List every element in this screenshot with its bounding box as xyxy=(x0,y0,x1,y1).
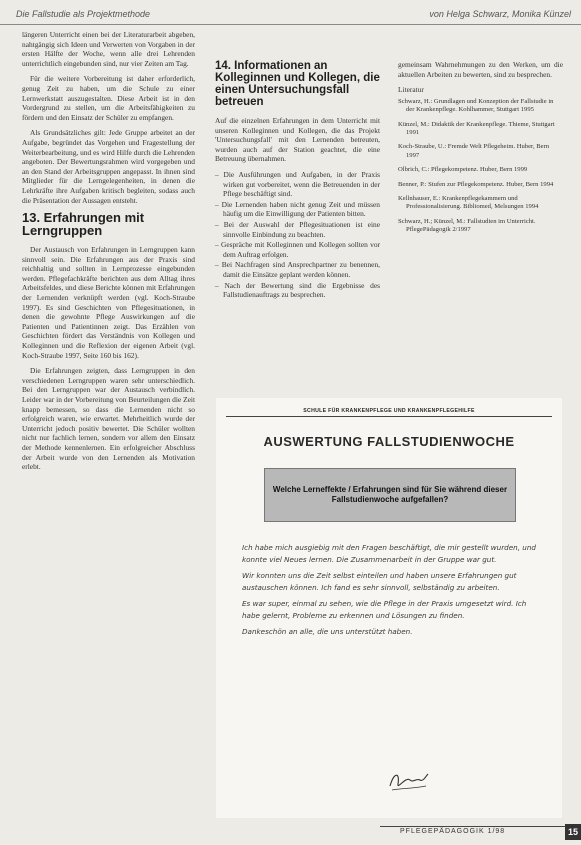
paragraph: Für die weitere Vorbereitung ist daher erforderlich, genug Zeit zu haben, um die Schule zu einer Lernwerkstatt auszugestalten. Diese Arbeit ist in den Vordergrund zu stellen, um die Arbeitsfähigkeiten zu fördern und den Einsatz der Schüler zu empfangen. xyxy=(22,74,195,122)
handwriting-line: Wir konnten uns die Zeit selbst einteilen und haben unsere Erfahrungen gut austauschen können. Ich fand es sehr sinnvoll, selbständig zu arbeiten. xyxy=(242,571,517,592)
running-title: Die Fallstudie als Projektmethode xyxy=(16,9,151,19)
list-item: – Die Lernenden haben nicht genug Zeit und müssen häufig um die Einwilligung der Patienten bitten. xyxy=(215,199,380,219)
list-item: – Bei der Auswahl der Pflegesituationen ist eine sinnvolle Einbindung zu beachten. xyxy=(215,219,380,239)
evaluation-form-scan xyxy=(216,398,562,818)
form-question-box xyxy=(264,468,516,522)
paragraph: Als Grundsätzliches gilt: Jede Gruppe arbeitet an der Aufgabe, begründet das Vorgehen und Fragestellung der Weiterbearbeitung, und es wird Hilfe durch die Lehrenden angeboten. Der Bewertungsrahmen wird vorgegeben und an den Stand der Arbeitsgruppen angepasst. In ihnen sind Mitglieder für die Lerngelegenheiten, in denen die Lehrkräfte ihre Aufgaben kritisch begleiten, sodass auch die Präsentation der Aussagen entsteht. xyxy=(22,128,195,205)
handwriting-line: Es war super, einmal zu sehen, wie die Pflege in der Praxis umgesetzt wird. Ich habe gelernt, Probleme zu erkennen und Lösungen zu finden. xyxy=(242,599,527,620)
reference-item: Schwarz, H.: Grundlagen und Konzeption der Fallstudie in der Krankenpflege. Kohlhammer, Stuttgart 1995 xyxy=(398,97,554,114)
text-column-2 xyxy=(215,60,380,306)
list-item: – Gespräche mit Kolleginnen und Kollegen sollten vor dem Auftrag erfolgen. xyxy=(215,240,380,259)
page-header xyxy=(0,6,581,25)
form-school-header: SCHULE FÜR KRANKENPFLEGE UND KRANKENPFLEGEHILFE xyxy=(226,408,552,417)
paragraph: gemeinsam Wahrnehmungen zu den Werken, um die aktuellen Arbeiten zu bewerten, sind zu besprechen. xyxy=(398,60,563,79)
section-heading-14: 14. Informationen an Kolleginnen und Kollegen, die einen Untersuchungsfall betreuen xyxy=(215,60,380,108)
handwriting-line: Dankeschön an alle, die uns unterstützt haben. xyxy=(242,627,413,636)
footer-rule xyxy=(380,826,565,827)
handwriting-line: Ich habe mich ausgiebig mit den Fragen beschäftigt, die mir gestellt wurden, und konnte viel Neues lernen. Die Zusammenarbeit in der Gruppe war gut. xyxy=(242,543,536,564)
bullet-list xyxy=(215,170,380,300)
list-item: – Die Ausführungen und Aufgaben, in der Praxis wirken gut vorbereitet, wenn die Betreuenden in der Pflege beschäftigt sind. xyxy=(215,169,381,199)
text-column-3 xyxy=(398,60,563,241)
paragraph: Die Erfahrungen zeigten, dass Lerngruppen in den verschiedenen Lerngruppen waren sehr unterschiedlich. Bei den Lerngruppen war der Austausch verbindlich. Leider war in der Vorbereitung von Beurteilungen die Zeit knapp bemessen, so dass die Lernenden nicht so erfolgreich waren, wie erwartet. Mehrheitlich wurde der Unterricht jedoch positiv bewertet. Die Schüler wollten nicht nur fachlich lernen, sondern vor allem den Einsatz der Methode kennenlernen. Ein erfolgreicher Abschluss der Arbeit wurde von den Lernenden als Motivation erlebt. xyxy=(22,366,195,472)
form-title: AUSWERTUNG FALLSTUDIENWOCHE xyxy=(263,434,515,449)
reference-item: Olbrich, C.: Pflegekompetenz. Huber, Bern 1999 xyxy=(398,166,528,174)
signature-mark xyxy=(386,768,430,794)
reference-item: Benner, P.: Stufen zur Pflegekompetenz. Huber, Bern 1994 xyxy=(398,180,554,188)
section-heading-13: 13. Erfahrungen mit Lerngruppen xyxy=(22,210,145,239)
paragraph: längeren Unterricht einen bei der Literaturarbeit abgeben, nahtgängig sich Ideen und Verwerten von Vorgaben in der ersten Hälfte der Woche, wenn alle drei Lehrenden unterrichtlich eingebunden sind, nur vier Zeiten am Tag. xyxy=(22,30,195,68)
page-number: 15 xyxy=(565,824,581,840)
paragraph: Der Austausch von Erfahrungen in Lerngruppen kann sinnvoll sein. Die Erfahrungen aus der Praxis sind reichhaltig und sollten in Lernprozesse eingebunden werden. Pflegefachkräfte berichten aus dem Alltag ihres Arbeitsfeldes, und diese Berichte können mit Erfahrungen der Lernenden verknüpft werden (vgl. Koch-Straube 1997). Es sind Geschichten von Pflegesituationen, in denen die gewohnte Pflege Auswirkungen auf die Patienten und Patientinnen zeigt. Das Erzählen von Geschichten fördert das Verständnis von Kollegen und Kolleginnen und die Reflexion der eigenen Arbeit (vgl. Koch-Straube 1997, Seite 160 bis 162). xyxy=(22,245,195,360)
reference-item: Koch-Straube, U.: Fremde Welt Pflegeheim. Huber, Bern 1997 xyxy=(398,143,550,159)
reference-item: Kellnhauser, E.: Krankenpflegekammern und Professionalisierung. Bibliomed, Melsungen 1994 xyxy=(398,195,539,211)
text-column-1 xyxy=(22,30,195,478)
form-question: Welche Lerneffekte / Erfahrungen sind für Sie während dieser Fallstudienwoche aufgefallen? xyxy=(272,485,508,504)
running-authors: von Helga Schwarz, Monika Künzel xyxy=(429,9,571,19)
list-item: – Nach der Bewertung sind die Ergebnisse des Fallstudienauftrags zu besprechen. xyxy=(215,280,380,300)
paragraph: Auf die einzelnen Erfahrungen in dem Unterricht mit unseren Kolleginnen und Kollegen, die das Projekt 'Untersuchungsfall' mit den Lernenden betreuten, wurden auch auf der Station geachtet, die eine Betreuung übernahmen. xyxy=(215,116,380,164)
list-item: – Bei Nachfragen sind Ansprechpartner zu benennen, damit die Einsätze geplant werden können. xyxy=(215,260,380,279)
reference-item: Schwarz, H.; Künzel, M.: Fallstudien im Unterricht. PflegePädagogik 2/1997 xyxy=(398,217,536,234)
reference-item: Künzel, M.: Didaktik der Krankenpflege. Thieme, Stuttgart 1991 xyxy=(398,120,555,136)
footer-magazine: PFLEGEPÄDAGOGIK 1/98 xyxy=(400,828,506,835)
literature-heading: Literatur xyxy=(398,85,424,95)
handwritten-answer xyxy=(242,542,542,643)
